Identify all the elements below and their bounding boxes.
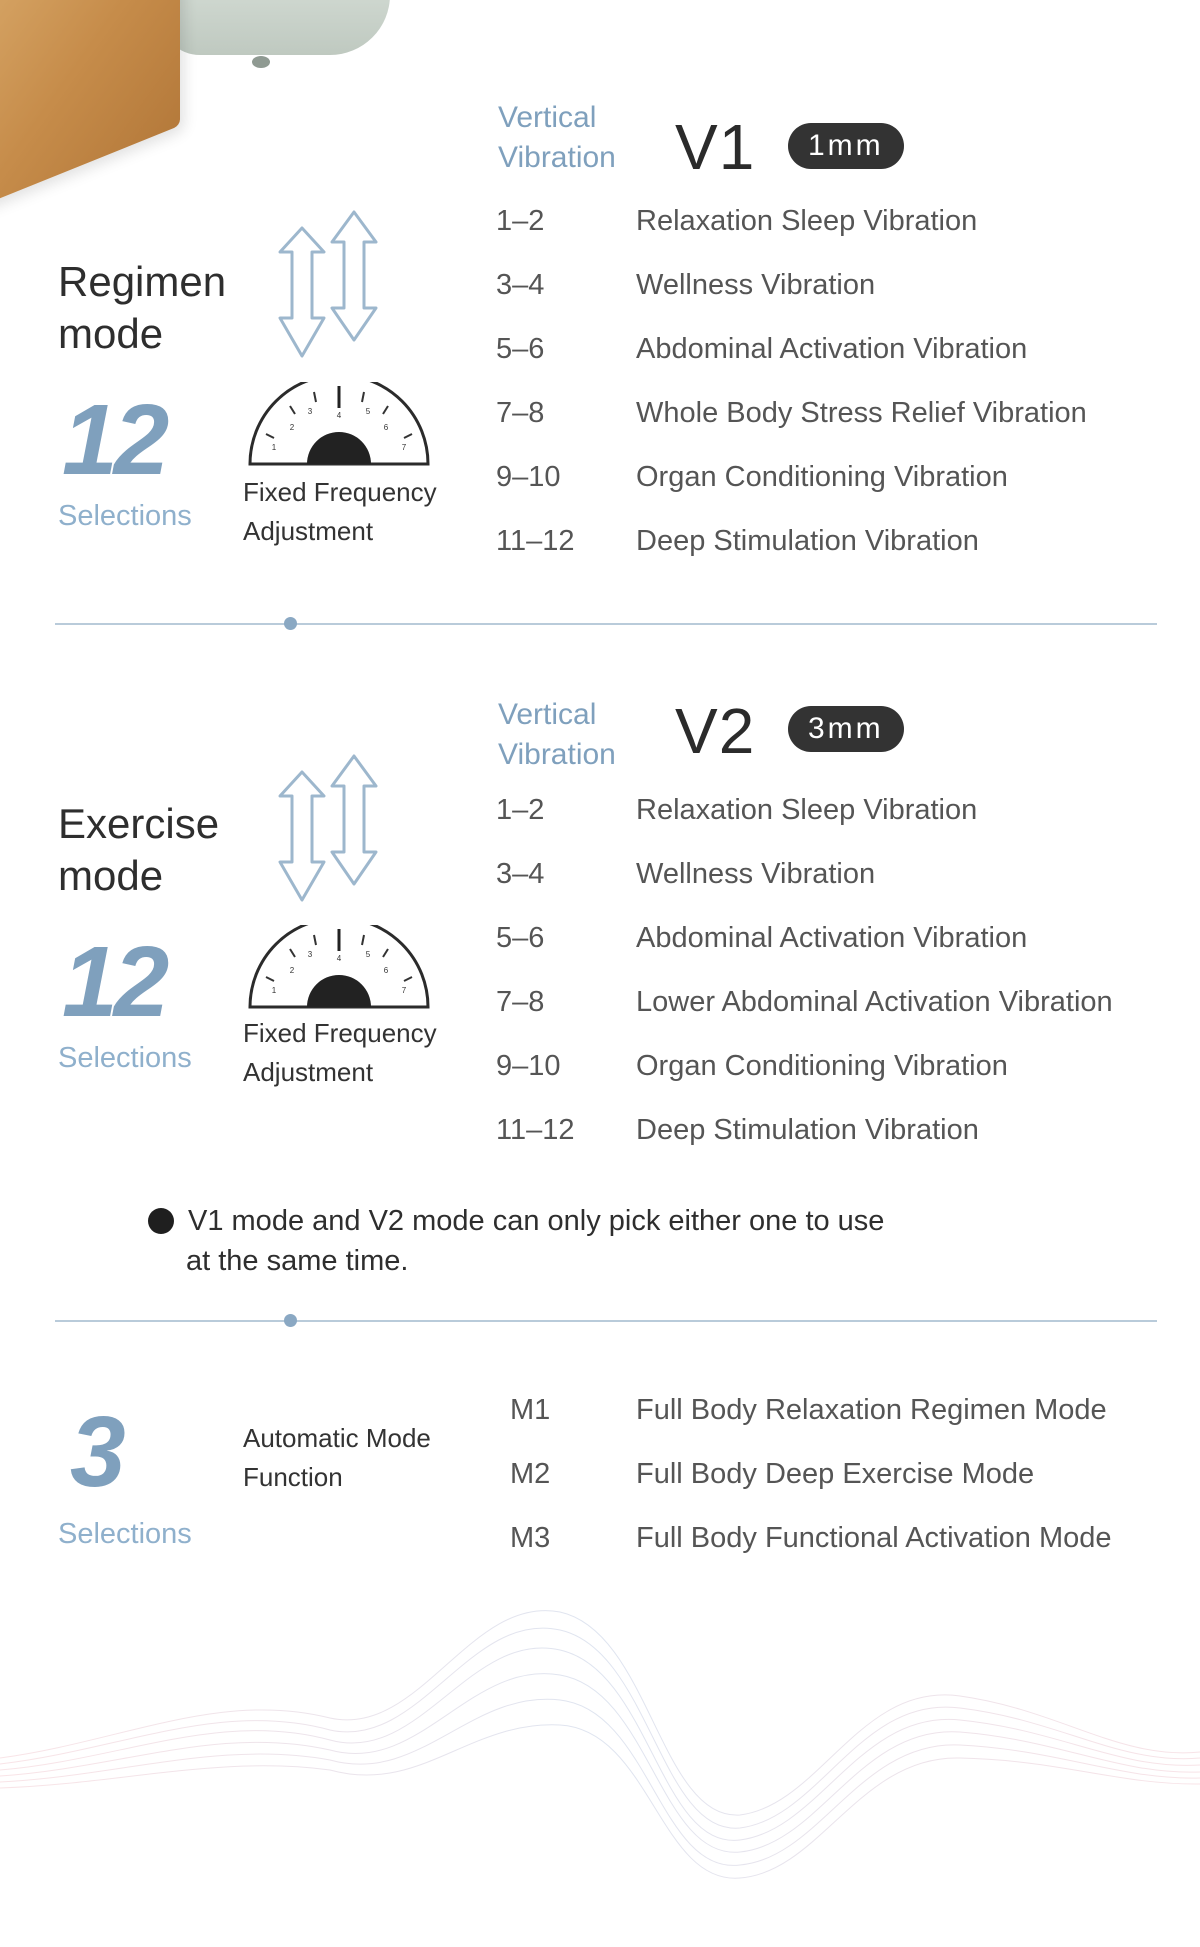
range-description: Abdominal Activation Vibration (636, 922, 1028, 954)
mode-title-line1: Exercise (58, 800, 220, 847)
vibration-code: V1 (675, 111, 756, 183)
vibration-label-line2: Vibration (498, 141, 616, 174)
range-label: 5–6 (496, 333, 545, 365)
selections-label: Selections (58, 1042, 192, 1074)
amplitude-badge: 1mm (788, 123, 904, 169)
amplitude-badge: 3mm (788, 706, 904, 752)
range-description: Abdominal Activation Vibration (636, 333, 1028, 365)
range-label: 11–12 (496, 1114, 575, 1146)
range-description: Wellness Vibration (636, 858, 876, 890)
range-description: Whole Body Stress Relief Vibration (636, 397, 1087, 429)
gauge-tick-label: 6 (383, 966, 389, 975)
range-description: Deep Stimulation Vibration (636, 1114, 979, 1146)
gauge-tick-label: 3 (307, 407, 313, 416)
selections-count: 12 (62, 926, 166, 1038)
selections-label: Selections (58, 1518, 192, 1550)
mode-code: M2 (510, 1458, 551, 1490)
mode-description: Full Body Relaxation Regimen Mode (636, 1394, 1107, 1426)
range-label: 9–10 (496, 1050, 561, 1082)
range-label: 3–4 (496, 269, 545, 301)
range-description: Organ Conditioning Vibration (636, 461, 1008, 493)
gauge-tick-label: 4 (336, 411, 342, 420)
range-label: 1–2 (496, 794, 545, 826)
note-line1: V1 mode and V2 mode can only pick either one to use (188, 1205, 885, 1237)
range-description: Organ Conditioning Vibration (636, 1050, 1008, 1082)
vertical-arrows-icon (272, 752, 384, 904)
range-description: Relaxation Sleep Vibration (636, 794, 978, 826)
gauge-tick-label: 1 (271, 443, 277, 452)
fixed-frequency-label (243, 473, 437, 551)
gauge-tick-label: 3 (307, 950, 313, 959)
gauge-icon (244, 382, 434, 468)
automatic-mode-line1: Automatic Mode (243, 1423, 431, 1453)
mode-description: Full Body Functional Activation Mode (636, 1522, 1112, 1554)
gauge-tick-label: 6 (383, 423, 389, 432)
fixed-frequency-label (243, 1014, 437, 1092)
note-line2: at the same time. (186, 1245, 409, 1277)
range-label: 3–4 (496, 858, 545, 890)
automatic-mode-label (243, 1419, 431, 1497)
fixed-frequency-line1: Fixed Frequency (243, 1018, 437, 1048)
divider-dot (284, 617, 297, 630)
gauge-tick-label: 5 (365, 950, 371, 959)
fixed-frequency-line2: Adjustment (243, 516, 374, 546)
section-divider (55, 1320, 1157, 1322)
selections-count: 12 (62, 384, 166, 496)
mode-title-line2: mode (58, 852, 164, 899)
range-label: 7–8 (496, 986, 545, 1018)
mode-code: M1 (510, 1394, 551, 1426)
gauge-tick-label: 2 (289, 423, 295, 432)
range-label: 5–6 (496, 922, 545, 954)
gauge-tick-label: 7 (401, 443, 407, 452)
mode-title (58, 256, 226, 360)
fixed-frequency-line1: Fixed Frequency (243, 477, 437, 507)
vibration-label (498, 695, 616, 775)
gauge-icon (244, 925, 434, 1011)
divider-dot (284, 1314, 297, 1327)
vertical-arrows-icon (272, 208, 384, 360)
selections-count: 3 (70, 1396, 122, 1508)
range-description: Lower Abdominal Activation Vibration (636, 986, 1113, 1018)
range-label: 11–12 (496, 525, 575, 557)
mode-title-line1: Regimen (58, 258, 227, 305)
fixed-frequency-line2: Adjustment (243, 1057, 374, 1087)
automatic-mode-line2: Function (243, 1462, 343, 1492)
wave-decoration (0, 1590, 1200, 1910)
vibration-label-line1: Vertical (498, 698, 597, 731)
selections-label: Selections (58, 500, 192, 532)
gauge-tick-label: 4 (336, 954, 342, 963)
mode-code: M3 (510, 1522, 551, 1554)
vibration-code: V2 (675, 695, 756, 767)
range-description: Deep Stimulation Vibration (636, 525, 979, 557)
range-label: 1–2 (496, 205, 545, 237)
section-divider (55, 623, 1157, 625)
gauge-tick-label: 7 (401, 986, 407, 995)
mode-description: Full Body Deep Exercise Mode (636, 1458, 1035, 1490)
bullet-icon (148, 1208, 174, 1234)
vibration-label-line2: Vibration (498, 738, 616, 771)
range-description: Relaxation Sleep Vibration (636, 205, 978, 237)
mode-title (58, 798, 219, 902)
gauge-tick-label: 2 (289, 966, 295, 975)
range-label: 7–8 (496, 397, 545, 429)
vibration-label (498, 98, 616, 178)
gauge-tick-label: 5 (365, 407, 371, 416)
range-description: Wellness Vibration (636, 269, 876, 301)
vibration-label-line1: Vertical (498, 101, 597, 134)
mode-title-line2: mode (58, 310, 164, 357)
gauge-tick-label: 1 (271, 986, 277, 995)
range-label: 9–10 (496, 461, 561, 493)
